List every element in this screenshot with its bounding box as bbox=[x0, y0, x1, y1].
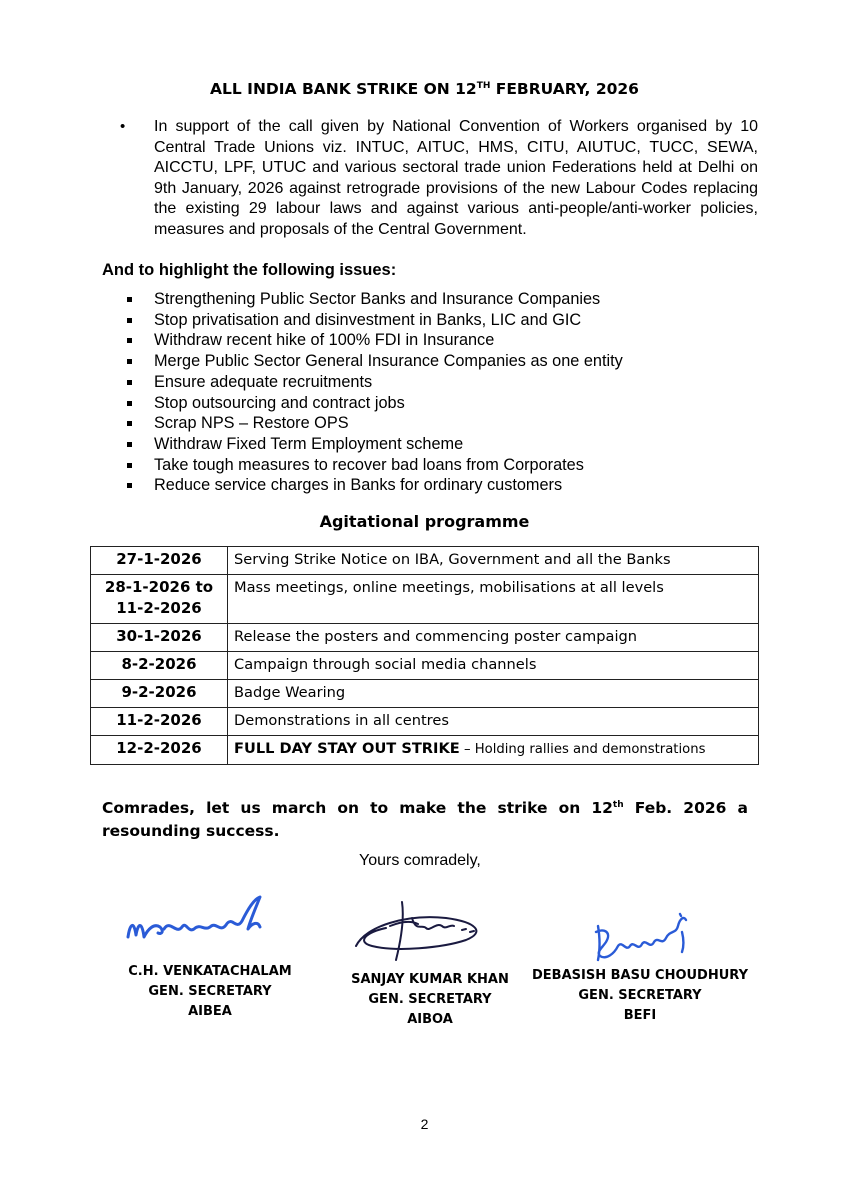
regards-line: Yours comradely, bbox=[359, 852, 481, 869]
date-cell: 11-2-2026 bbox=[91, 708, 228, 736]
signatory-name: C.H. VENKATACHALAM bbox=[128, 964, 292, 979]
strike-label: FULL DAY STAY OUT STRIKE bbox=[234, 740, 460, 757]
table-row bbox=[91, 736, 759, 765]
date-cell: 28-1-2026 to 11-2-2026 bbox=[91, 575, 228, 624]
document-title: ALL INDIA BANK STRIKE ON 12TH FEBRUARY, 2026 bbox=[210, 80, 639, 98]
signatory-choudhury bbox=[520, 966, 760, 1026]
list-item: Stop outsourcing and contract jobs bbox=[126, 393, 623, 414]
description-cell: Release the posters and commencing poster campaign bbox=[228, 624, 759, 652]
list-item: Take tough measures to recover bad loans from Corporates bbox=[126, 455, 623, 476]
description-cell bbox=[228, 736, 759, 765]
signatory-name: SANJAY KUMAR KHAN bbox=[351, 972, 509, 987]
list-item: Withdraw Fixed Term Employment scheme bbox=[126, 434, 623, 455]
strike-detail: – Holding rallies and demonstrations bbox=[459, 742, 706, 757]
page-number: 2 bbox=[420, 1116, 429, 1132]
table-row bbox=[91, 547, 759, 575]
table-row bbox=[91, 652, 759, 680]
signatory-org: AIBOA bbox=[407, 1012, 453, 1027]
description-cell: Mass meetings, online meetings, mobilisations at all levels bbox=[228, 575, 759, 624]
square-bullet-icon bbox=[127, 380, 132, 385]
date-cell: 9-2-2026 bbox=[91, 680, 228, 708]
closing-statement: Comrades, let us march on to make the strike on 12th Feb. 2026 a resounding success. bbox=[102, 799, 748, 841]
signatory-name: DEBASISH BASU CHOUDHURY bbox=[532, 968, 748, 983]
signature-venkatachalam bbox=[124, 893, 284, 949]
signature-khan bbox=[346, 896, 496, 970]
signatory-title: GEN. SECRETARY bbox=[148, 984, 272, 999]
signatory-khan bbox=[320, 970, 540, 1030]
square-bullet-icon bbox=[127, 297, 132, 302]
signatory-org: BEFI bbox=[623, 1008, 657, 1023]
date-cell: 27-1-2026 bbox=[91, 547, 228, 575]
list-item: Ensure adequate recruitments bbox=[126, 372, 623, 393]
description-cell: Badge Wearing bbox=[228, 680, 759, 708]
signatory-org: AIBEA bbox=[188, 1004, 232, 1019]
square-bullet-icon bbox=[127, 401, 132, 406]
bullet-icon: • bbox=[120, 118, 126, 135]
table-row bbox=[91, 575, 759, 624]
table-row bbox=[91, 680, 759, 708]
issues-list bbox=[126, 289, 623, 496]
square-bullet-icon bbox=[127, 483, 132, 488]
square-bullet-icon bbox=[127, 421, 132, 426]
description-cell: Campaign through social media channels bbox=[228, 652, 759, 680]
square-bullet-icon bbox=[127, 318, 132, 323]
square-bullet-icon bbox=[127, 463, 132, 468]
signatory-title: GEN. SECRETARY bbox=[368, 992, 492, 1007]
list-item: Merge Public Sector General Insurance Companies as one entity bbox=[126, 351, 623, 372]
issues-heading: And to highlight the following issues: bbox=[102, 261, 397, 279]
signature-choudhury bbox=[592, 912, 692, 968]
description-cell: Demonstrations in all centres bbox=[228, 708, 759, 736]
date-cell: 8-2-2026 bbox=[91, 652, 228, 680]
list-item: Reduce service charges in Banks for ordinary customers bbox=[126, 475, 623, 496]
list-item: Withdraw recent hike of 100% FDI in Insurance bbox=[126, 330, 623, 351]
programme-heading: Agitational programme bbox=[319, 512, 530, 531]
list-item: Stop privatisation and disinvestment in Banks, LIC and GIC bbox=[126, 310, 623, 331]
signatory-venkatachalam bbox=[100, 962, 320, 1022]
intro-paragraph bbox=[120, 117, 758, 241]
square-bullet-icon bbox=[127, 442, 132, 447]
list-item: Strengthening Public Sector Banks and Insurance Companies bbox=[126, 289, 623, 310]
description-cell: Serving Strike Notice on IBA, Government and all the Banks bbox=[228, 547, 759, 575]
table-row bbox=[91, 708, 759, 736]
date-cell: 12-2-2026 bbox=[91, 736, 228, 765]
programme-table bbox=[90, 546, 759, 765]
square-bullet-icon bbox=[127, 359, 132, 364]
date-cell: 30-1-2026 bbox=[91, 624, 228, 652]
table-row bbox=[91, 624, 759, 652]
intro-text: In support of the call given by National Convention of Workers organised by 10 Central Trade Unions viz. INTUC, AITUC, HMS, CITU, AIUTUC, TUCC, SEWA, AICCTU, LPF, UTUC and various sectoral trade union Federations held at Delhi on 9th January, 2026 against retrograde provisions of the new Labour Codes replacing the existing 29 labour laws and against various anti-people/anti-worker policies, measures and proposals of the Central Government. bbox=[154, 118, 758, 238]
square-bullet-icon bbox=[127, 338, 132, 343]
list-item: Scrap NPS – Restore OPS bbox=[126, 413, 623, 434]
signatory-title: GEN. SECRETARY bbox=[578, 988, 702, 1003]
